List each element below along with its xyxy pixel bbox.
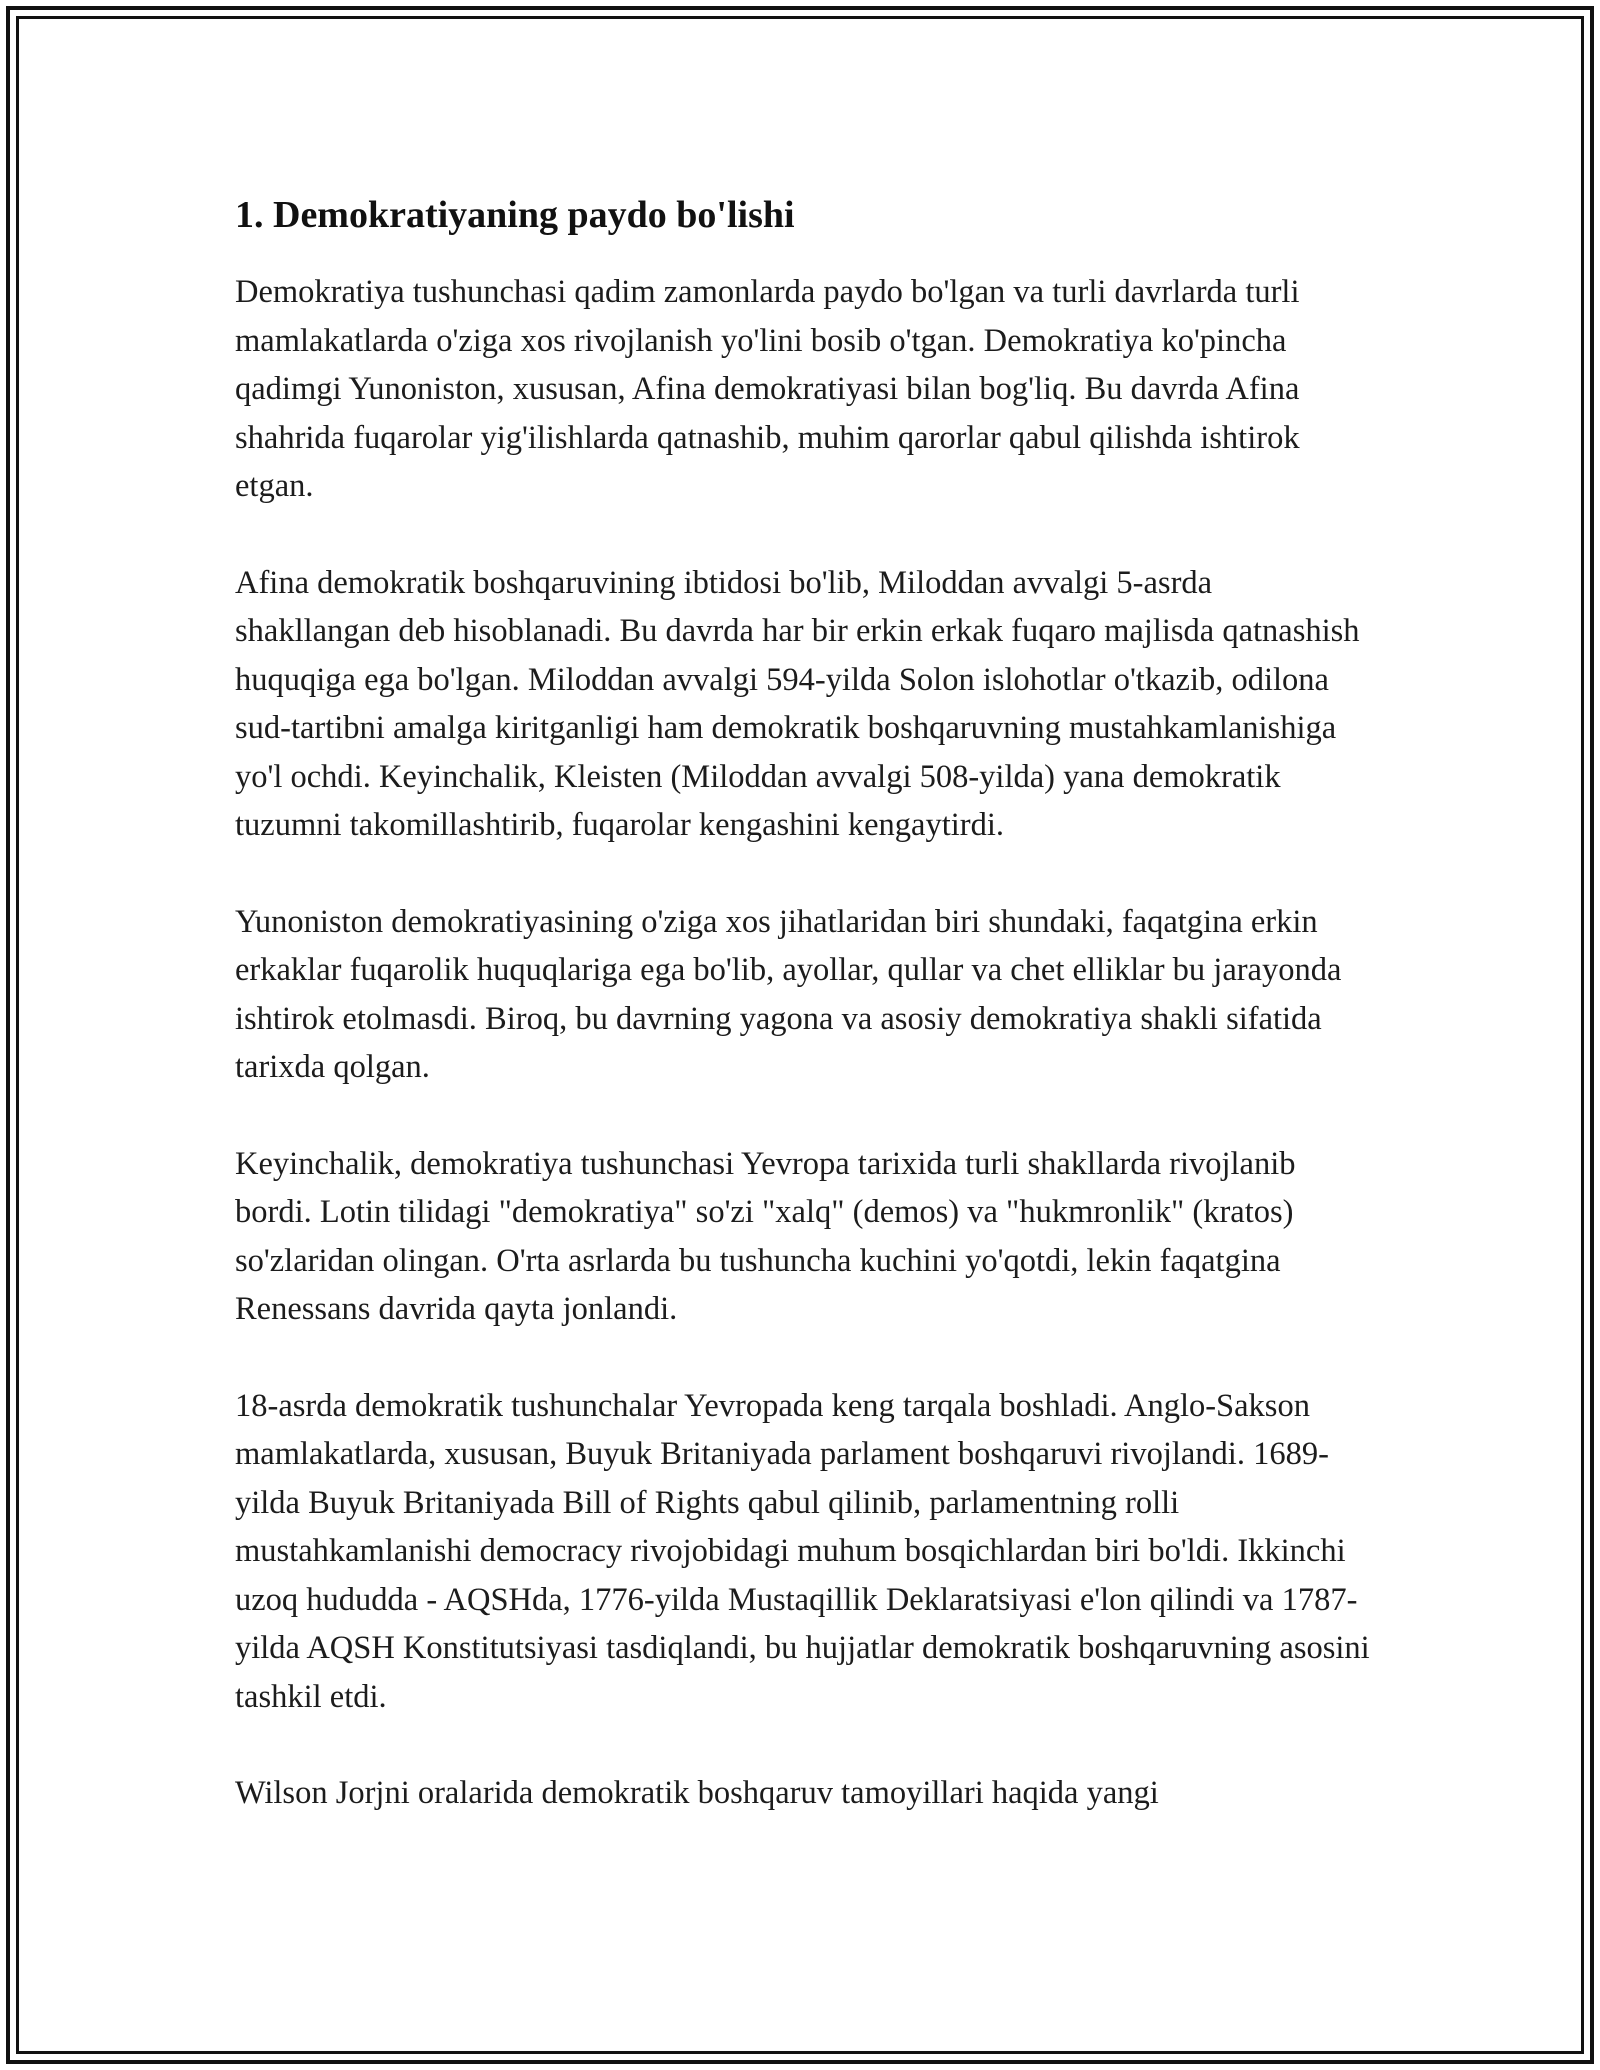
paragraph-5: 18-asrda demokratik tushunchalar Yevropada keng tarqala boshladi. Anglo-Sakson mamlakatlarda, xususan, Buyuk Britaniyada parlament boshqaruvi rivojlandi. 1689-yilda Buyuk Britaniyada Bill of Rights qabul qilinib, parlamentning rolli mustahkamlanishi democracy rivojobidagi muhum bosqichlardan biri bo'ldi. Ikkinchi uzoq hududda - AQSHda, 1776-yilda Mustaqillik Deklaratsiyasi e'lon qilindi va 1787-yilda AQSH Konstitutsiyasi tasdiqlandi, bu hujjatlar demokratik boshqaruvning asosini tashkil etdi. [235,1387,1370,1715]
paragraph-6: Wilson Jorjni oralarida demokratik boshqaruv tamoyillari haqida yangi [235,1775,1159,1811]
document-body [235,186,1375,1866]
paragraph-2: Afina demokratik boshqaruvining ibtidosi bo'lib, Miloddan avvalgi 5-asrda shakllangan deb hisoblanadi. Bu davrda har bir erkin erkak fuqaro majlisda qatnashish huquqiga ega bo'lgan. Miloddan avvalgi 594-yilda Solon islohotlar o'tkazib, odilona sud-tartibni amalga kiritganligi ham demokratik boshqaruvning mustahkamlanishiga yo'l ochdi. Keyinchalik, Kleisten (Miloddan avvalgi 508-yilda) yana demokratik tuzumni takomillashtirib, fuqarolar kengashini kengaytirdi. [235,564,1360,843]
paragraph-1: Demokratiya tushunchasi qadim zamonlarda paydo bo'lgan va turli davrlarda turli mamlakatlarda o'ziga xos rivojlanish yo'lini bosib o'tgan. Demokratiya ko'pincha qadimgi Yunoniston, xususan, Afina demokratiyasi bilan bog'liq. Bu davrda Afina shahrida fuqarolar yig'ilishlarda qatnashib, muhim qarorlar qabul qilishda ishtirok etgan. [235,274,1300,504]
paragraph-3: Yunoniston demokratiyasining o'ziga xos jihatlaridan biri shundaki, faqatgina erkin erkaklar fuqarolik huquqlariga ega bo'lib, ayollar, qullar va chet elliklar bu jarayonda ishtirok etolmasdi. Biroq, bu davrning yagona va asosiy demokratiya shakli sifatida tarixda qolgan. [235,903,1342,1085]
paragraph-4: Keyinchalik, demokratiya tushunchasi Yevropa tarixida turli shakllarda rivojlanib bordi. Lotin tilidagi "demokratiya" so'zi "xalq" (demos) va "hukmronlik" (kratos) so'zlaridan olingan. O'rta asrlarda bu tushuncha kuchini yo'qotdi, lekin faqatgina Renessans davrida qayta jonlandi. [235,1145,1296,1327]
section-heading: 1. Demokratiyaning paydo bo'lishi [235,194,795,236]
